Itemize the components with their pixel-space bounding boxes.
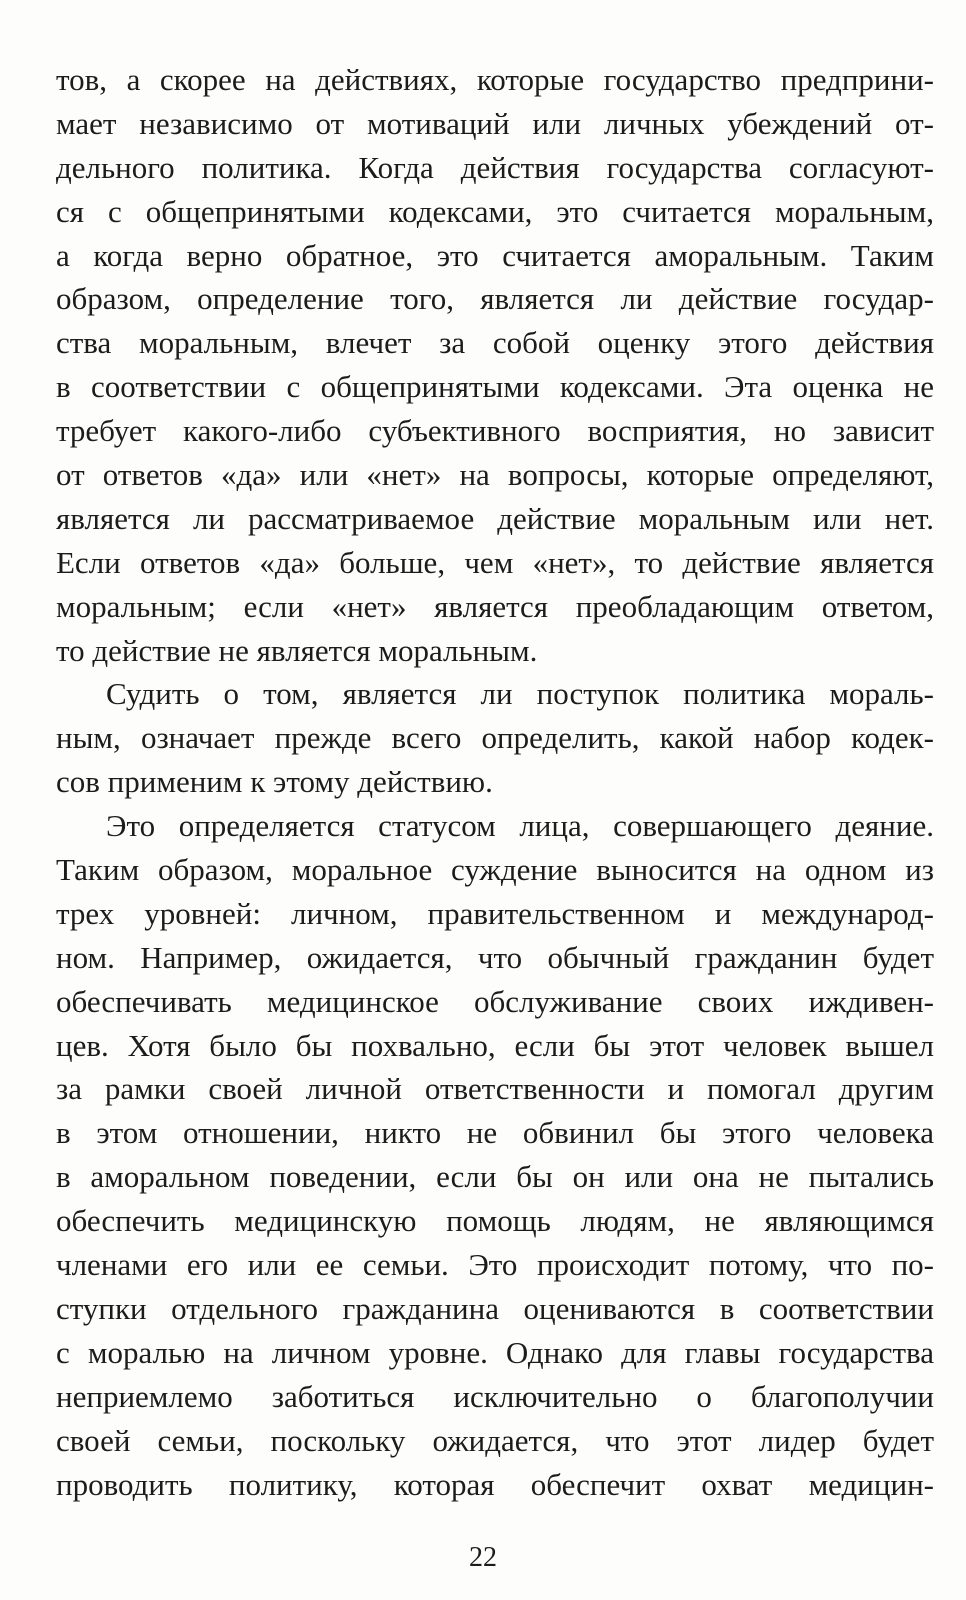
text-line: образом, определение того, является ли действие государ- bbox=[56, 281, 934, 317]
text-line: обеспечивать медицинское обслуживание своих иждивен- bbox=[56, 983, 934, 1019]
text-line: Это определяется статусом лица, совершающего деяние. bbox=[106, 808, 934, 844]
text-line: ступки отдельного гражданина оцениваются в соответствии bbox=[56, 1290, 934, 1326]
text-line: от ответов «да» или «нет» на вопросы, которые определяют, bbox=[56, 457, 934, 493]
text-line: проводить политику, которая обеспечит охват медицин- bbox=[56, 1466, 934, 1502]
body-text bbox=[56, 58, 934, 1506]
text-line: цев. Хотя было бы похвально, если бы этот человек вышел bbox=[56, 1027, 934, 1063]
text-line: то действие не является моральным. bbox=[56, 632, 538, 668]
text-line: дельного политика. Когда действия государства согласуют- bbox=[56, 149, 934, 185]
text-line: ным, означает прежде всего определить, какой набор кодек- bbox=[56, 720, 934, 756]
text-line: с моралью на личном уровне. Однако для главы государства bbox=[56, 1334, 934, 1370]
text-line: обеспечить медицинскую помощь людям, не являющимся bbox=[56, 1203, 934, 1239]
text-line: неприемлемо заботиться исключительно о благополучии bbox=[56, 1378, 934, 1414]
text-line: в аморальном поведении, если бы он или она не пытались bbox=[56, 1159, 934, 1195]
text-line: ся с общепринятыми кодексами, это считается моральным, bbox=[56, 193, 934, 229]
text-line: Если ответов «да» больше, чем «нет», то действие является bbox=[56, 544, 934, 580]
text-line: трех уровней: личном, правительственном и международ- bbox=[56, 895, 934, 931]
text-line: в соответствии с общепринятыми кодексами. Эта оценка не bbox=[56, 369, 934, 405]
text-line: является ли рассматриваемое действие моральным или нет. bbox=[56, 500, 934, 536]
text-line: ном. Например, ожидается, что обычный гражданин будет bbox=[56, 939, 934, 975]
text-line: тов, а скорее на действиях, которые государство предприни- bbox=[56, 62, 934, 97]
text-line: требует какого-либо субъективного восприятия, но зависит bbox=[56, 413, 934, 449]
text-line: а когда верно обратное, это считается аморальным. Таким bbox=[56, 237, 934, 273]
text-line: ства моральным, влечет за собой оценку этого действия bbox=[56, 325, 934, 361]
text-line: за рамки своей личной ответственности и помогал другим bbox=[56, 1071, 934, 1107]
text-line: сов применим к этому действию. bbox=[56, 764, 493, 800]
text-line: своей семьи, поскольку ожидается, что этот лидер будет bbox=[56, 1422, 934, 1458]
text-line: мает независимо от мотиваций или личных убеждений от- bbox=[56, 105, 934, 141]
page-number: 22 bbox=[469, 1542, 497, 1573]
text-line: членами его или ее семьи. Это происходит потому, что по- bbox=[56, 1247, 934, 1283]
text-line: Таким образом, моральное суждение выносится на одном из bbox=[56, 852, 934, 888]
text-line: Судить о том, является ли поступок политика мораль- bbox=[106, 676, 934, 712]
text-line: моральным; если «нет» является преобладающим ответом, bbox=[56, 588, 934, 624]
text-line: в этом отношении, никто не обвинил бы этого человека bbox=[56, 1115, 934, 1151]
